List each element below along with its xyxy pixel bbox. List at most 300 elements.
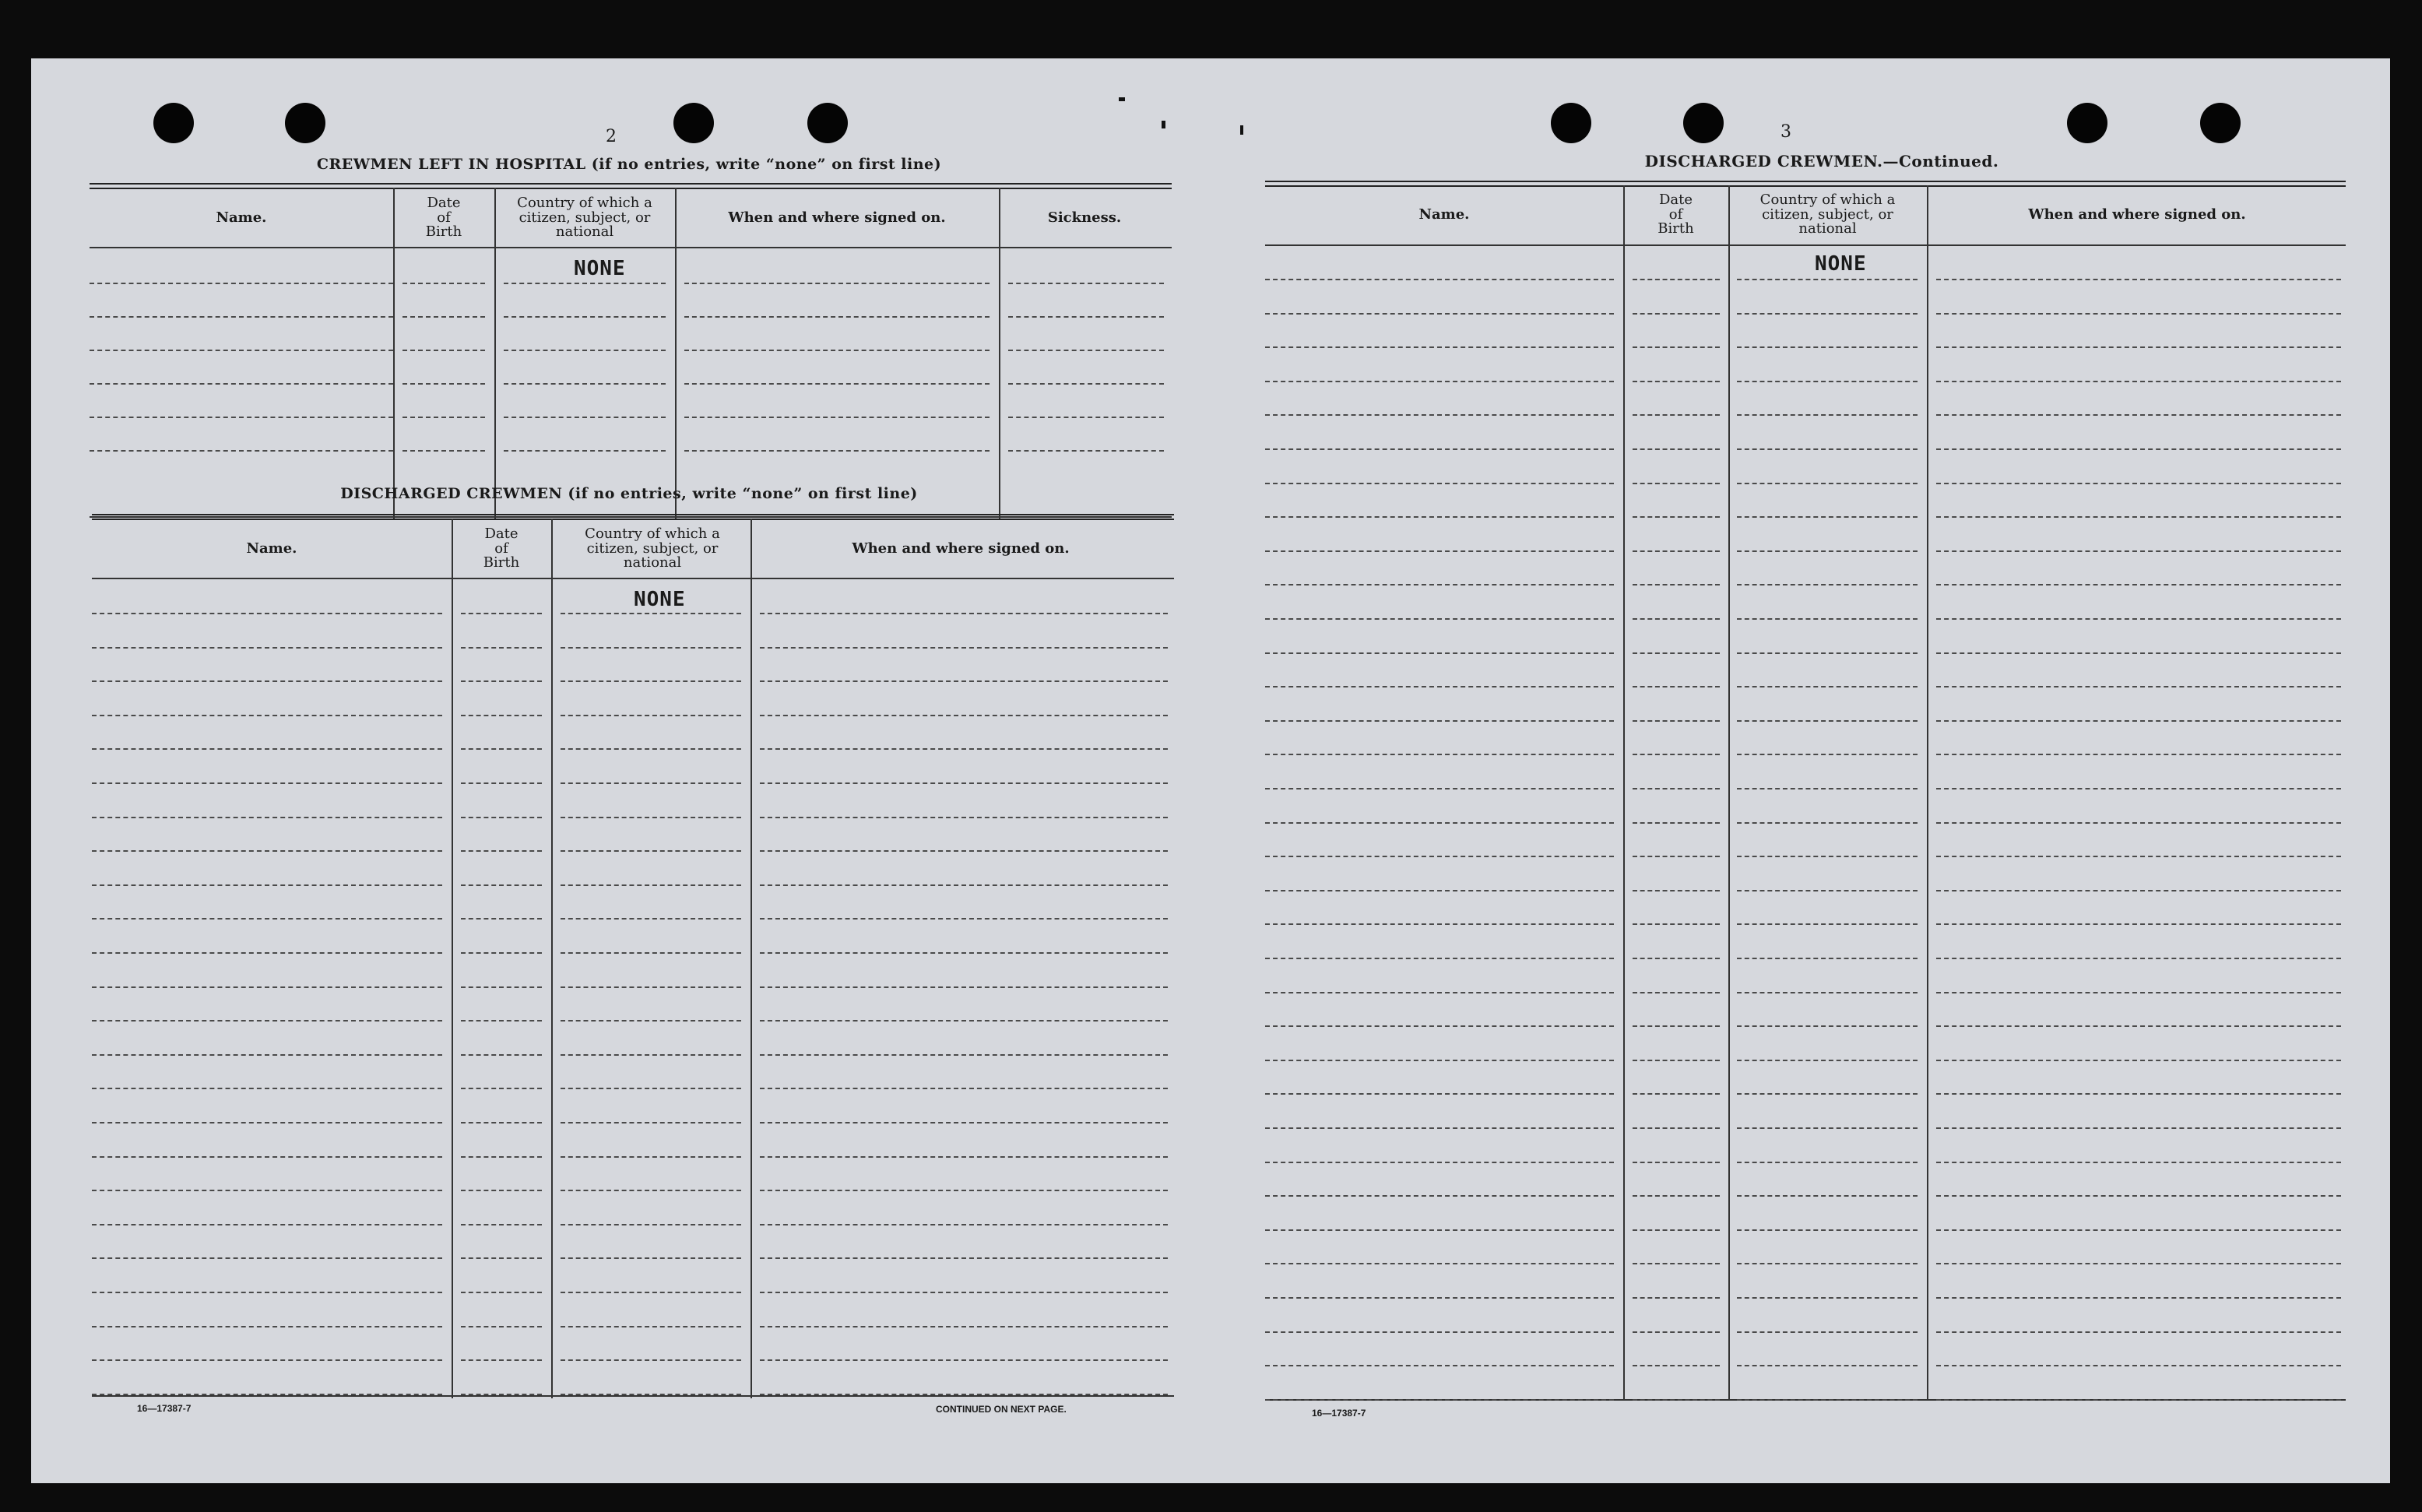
entry-line	[1737, 346, 1918, 348]
entry-line	[561, 1054, 741, 1056]
fold-mark	[1240, 125, 1243, 135]
entry-line	[92, 1394, 442, 1395]
entry-line	[760, 918, 1168, 920]
entry-line	[90, 383, 393, 385]
entry-line	[1936, 1229, 2341, 1231]
entry-line	[1936, 448, 2341, 450]
entry-line	[561, 1156, 741, 1158]
entry-line	[1737, 720, 1918, 722]
entry-line	[1936, 1162, 2341, 1163]
entry-line	[1633, 720, 1720, 722]
entry-line	[1265, 923, 1614, 925]
entry-line	[561, 986, 741, 988]
entry-line	[1265, 1127, 1614, 1129]
entry-line	[1008, 417, 1164, 418]
entry-line	[760, 680, 1168, 682]
entry-line	[1633, 1399, 1720, 1401]
entry-line	[1936, 958, 2341, 959]
entry-line	[684, 316, 990, 318]
entry-line	[684, 450, 990, 452]
entry-line	[1936, 1331, 2341, 1333]
entry-line	[1737, 516, 1918, 518]
fold-mark	[1162, 121, 1165, 128]
entry-line	[461, 1292, 542, 1293]
entry-line	[1936, 1365, 2341, 1366]
entry-line	[760, 1326, 1168, 1327]
entry-line	[1633, 788, 1720, 789]
entry-line	[1936, 720, 2341, 722]
entry-line	[1265, 754, 1614, 755]
entry-line	[684, 417, 990, 418]
entry-line	[90, 417, 393, 418]
entry-line	[1936, 992, 2341, 993]
entry-line	[561, 884, 741, 886]
entry-line	[1737, 788, 1918, 789]
col-dob-header: Date of Birth	[483, 525, 520, 571]
entry-line	[561, 1020, 741, 1021]
entry-line	[92, 850, 442, 852]
entry-line	[1737, 1229, 1918, 1231]
entry-line	[1633, 313, 1720, 315]
entry-line	[1633, 279, 1720, 280]
entry-line	[561, 1326, 741, 1327]
entry-line	[1737, 381, 1918, 382]
entry-line	[1936, 788, 2341, 789]
entry-line	[1633, 856, 1720, 857]
entry-line	[1936, 381, 2341, 382]
entry-line	[461, 1122, 542, 1123]
entry-line	[1265, 279, 1614, 280]
entry-line	[402, 350, 485, 351]
entry-line	[1737, 686, 1918, 687]
entry-line	[684, 283, 990, 284]
entry-line	[1633, 414, 1720, 416]
col-country-header: Country of which a citizen, subject, or national	[1759, 191, 1896, 237]
entry-line	[561, 1224, 741, 1225]
entry-line	[461, 1326, 542, 1327]
entry-line	[760, 1292, 1168, 1293]
entry-line	[561, 952, 741, 954]
entry-line	[561, 1088, 741, 1089]
entry-line	[461, 1190, 542, 1191]
discharged-table	[92, 514, 1174, 1401]
entry-line	[1737, 1365, 1918, 1366]
continued-note: CONTINUED ON NEXT PAGE.	[936, 1404, 1067, 1415]
entry-line	[402, 316, 485, 318]
entry-line	[1633, 618, 1720, 620]
punch-hole	[1551, 103, 1591, 143]
entry-line	[461, 817, 542, 818]
entry-line	[1936, 1195, 2341, 1197]
entry-line	[1633, 1263, 1720, 1264]
entry-line	[760, 647, 1168, 649]
entry-line	[92, 680, 442, 682]
entry-line	[1936, 279, 2341, 280]
entry-line	[1633, 381, 1720, 382]
entry-line	[1737, 754, 1918, 755]
entry-line	[1936, 1025, 2341, 1027]
entry-line	[92, 884, 442, 886]
entry-line	[1737, 1093, 1918, 1095]
entry-line	[1265, 1060, 1614, 1061]
entry-line	[92, 986, 442, 988]
entry-line	[1936, 1093, 2341, 1095]
entry-line	[760, 748, 1168, 750]
entry-line	[1265, 1297, 1614, 1299]
entry-line	[1936, 346, 2341, 348]
entry-line	[92, 1020, 442, 1021]
entry-line	[561, 1359, 741, 1361]
entry-line	[504, 383, 666, 385]
entry-line	[1633, 1229, 1720, 1231]
entry-line	[1737, 1399, 1918, 1401]
entry-line	[461, 613, 542, 614]
entry-line	[1265, 1195, 1614, 1197]
col-signed-on-header: When and where signed on.	[2028, 206, 2246, 223]
entry-line	[1936, 1399, 2341, 1401]
entry-line	[561, 647, 741, 649]
entry-line	[1936, 890, 2341, 891]
entry-line	[1265, 992, 1614, 993]
entry-line	[402, 417, 485, 418]
entry-line	[461, 1394, 542, 1395]
entry-line	[461, 1359, 542, 1361]
entry-line	[1265, 890, 1614, 891]
punch-hole	[285, 103, 325, 143]
entry-line	[1936, 550, 2341, 552]
entry-line	[1265, 1399, 1614, 1401]
entry-line	[461, 1257, 542, 1259]
entry-line	[504, 316, 666, 318]
entry-line	[92, 1257, 442, 1259]
entry-line	[1265, 313, 1614, 315]
entry-line	[1737, 992, 1918, 993]
entry-line	[402, 283, 485, 284]
entry-line	[561, 850, 741, 852]
entry-line	[760, 1359, 1168, 1361]
punch-hole	[2067, 103, 2107, 143]
entry-line	[461, 1020, 542, 1021]
entry-line	[461, 715, 542, 716]
entry-line	[1936, 1060, 2341, 1061]
col-name-header: Name.	[1418, 206, 1470, 223]
entry-line	[402, 450, 485, 452]
entry-line	[1265, 686, 1614, 687]
entry-line	[1633, 822, 1720, 824]
entry-line	[92, 1359, 442, 1361]
entry-line	[561, 680, 741, 682]
entry-line	[1936, 856, 2341, 857]
entry-line	[1265, 1025, 1614, 1027]
entry-line	[92, 952, 442, 954]
entry-line	[561, 1190, 741, 1191]
entry-line	[1936, 923, 2341, 925]
entry-line	[1265, 448, 1614, 450]
entry-line	[561, 1394, 741, 1395]
discharged-none-entry: NONE	[634, 588, 686, 611]
entry-line	[1936, 1263, 2341, 1264]
entry-line	[760, 1190, 1168, 1191]
entry-line	[92, 1156, 442, 1158]
col-dob-header: Date of Birth	[425, 194, 462, 241]
entry-line	[1265, 550, 1614, 552]
entry-line	[1737, 1331, 1918, 1333]
entry-line	[1936, 652, 2341, 654]
form-number-left: 16—17387-7	[137, 1403, 192, 1414]
entry-line	[1633, 1127, 1720, 1129]
entry-line	[92, 647, 442, 649]
entry-line	[92, 1190, 442, 1191]
entry-line	[1265, 1263, 1614, 1264]
hospital-table	[90, 183, 1172, 518]
form-number-right: 16—17387-7	[1312, 1408, 1366, 1419]
entry-line	[1936, 516, 2341, 518]
entry-line	[1265, 1162, 1614, 1163]
discharged-continued-table	[1265, 181, 2346, 1403]
entry-line	[1737, 1060, 1918, 1061]
entry-line	[1633, 1060, 1720, 1061]
entry-line	[1265, 1093, 1614, 1095]
entry-line	[760, 715, 1168, 716]
entry-line	[1737, 1263, 1918, 1264]
entry-line	[760, 850, 1168, 852]
hospital-none-entry: NONE	[574, 257, 626, 280]
continued-none-entry: NONE	[1815, 252, 1867, 276]
discharged-continued-title: DISCHARGED CREWMEN.—Continued.	[1644, 152, 1999, 171]
entry-line	[1633, 483, 1720, 484]
entry-line	[1265, 516, 1614, 518]
entry-line	[760, 884, 1168, 886]
entry-line	[1936, 414, 2341, 416]
entry-line	[1737, 279, 1918, 280]
entry-line	[461, 952, 542, 954]
entry-line	[760, 1394, 1168, 1395]
entry-line	[461, 850, 542, 852]
entry-line	[1008, 283, 1164, 284]
entry-line	[1936, 754, 2341, 755]
entry-line	[1737, 1297, 1918, 1299]
entry-line	[1936, 584, 2341, 585]
entry-line	[1633, 890, 1720, 891]
entry-line	[1936, 1297, 2341, 1299]
entry-line	[461, 782, 542, 784]
entry-line	[1737, 618, 1918, 620]
entry-line	[561, 613, 741, 614]
entry-line	[1936, 618, 2341, 620]
entry-line	[760, 1088, 1168, 1089]
punch-hole	[807, 103, 848, 143]
entry-line	[1633, 652, 1720, 654]
entry-line	[1265, 652, 1614, 654]
entry-line	[1633, 1162, 1720, 1163]
col-name-header: Name.	[216, 209, 267, 226]
entry-line	[1265, 584, 1614, 585]
entry-line	[1633, 516, 1720, 518]
entry-line	[561, 918, 741, 920]
entry-line	[760, 1122, 1168, 1123]
entry-line	[1633, 686, 1720, 687]
entry-line	[1737, 890, 1918, 891]
entry-line	[1265, 346, 1614, 348]
entry-line	[1265, 822, 1614, 824]
entry-line	[684, 350, 990, 351]
entry-line	[760, 952, 1168, 954]
col-country-header: Country of which a citizen, subject, or national	[517, 194, 652, 241]
entry-line	[92, 1088, 442, 1089]
entry-line	[760, 1020, 1168, 1021]
col-signed-on-header: When and where signed on.	[728, 209, 946, 226]
entry-line	[561, 782, 741, 784]
entry-line	[561, 1122, 741, 1123]
entry-line	[92, 613, 442, 614]
entry-line	[561, 1257, 741, 1259]
entry-line	[561, 715, 741, 716]
entry-line	[461, 1224, 542, 1225]
entry-line	[561, 748, 741, 750]
entry-line	[504, 283, 666, 284]
col-dob-header: Date of Birth	[1657, 191, 1694, 237]
document-paper	[31, 58, 2390, 1483]
entry-line	[1265, 618, 1614, 620]
hospital-section-title: CREWMEN LEFT IN HOSPITAL (if no entries, write “none” on first line)	[316, 156, 942, 173]
entry-line	[1737, 1195, 1918, 1197]
entry-line	[92, 748, 442, 750]
entry-line	[461, 918, 542, 920]
entry-line	[1737, 584, 1918, 585]
col-name-header: Name.	[246, 540, 297, 557]
punch-hole	[1683, 103, 1724, 143]
entry-line	[760, 1156, 1168, 1158]
entry-line	[1265, 414, 1614, 416]
entry-line	[1265, 856, 1614, 857]
entry-line	[1265, 1365, 1614, 1366]
entry-line	[1265, 720, 1614, 722]
entry-line	[461, 1156, 542, 1158]
entry-line	[1633, 992, 1720, 993]
entry-line	[1008, 350, 1164, 351]
entry-line	[1633, 923, 1720, 925]
entry-line	[504, 350, 666, 351]
entry-line	[1633, 346, 1720, 348]
entry-line	[1737, 313, 1918, 315]
entry-line	[461, 647, 542, 649]
entry-line	[1936, 822, 2341, 824]
entry-line	[760, 1224, 1168, 1225]
entry-line	[461, 986, 542, 988]
entry-line	[92, 1054, 442, 1056]
fold-mark	[1119, 97, 1125, 101]
entry-line	[461, 884, 542, 886]
entry-line	[1936, 686, 2341, 687]
entry-line	[504, 450, 666, 452]
entry-line	[1737, 1025, 1918, 1027]
entry-line	[1737, 822, 1918, 824]
discharged-section-title: DISCHARGED CREWMEN (if no entries, write “none” on first line)	[340, 485, 918, 502]
entry-line	[461, 748, 542, 750]
entry-line	[561, 1292, 741, 1293]
entry-line	[1737, 1127, 1918, 1129]
entry-line	[1008, 383, 1164, 385]
entry-line	[90, 283, 393, 284]
entry-line	[504, 417, 666, 418]
entry-line	[1936, 483, 2341, 484]
entry-line	[92, 918, 442, 920]
entry-line	[1633, 1025, 1720, 1027]
entry-line	[1008, 450, 1164, 452]
entry-line	[1936, 1127, 2341, 1129]
entry-line	[402, 383, 485, 385]
entry-line	[1265, 483, 1614, 484]
entry-line	[760, 1257, 1168, 1259]
entry-line	[461, 1088, 542, 1089]
entry-line	[92, 1326, 442, 1327]
entry-line	[92, 715, 442, 716]
entry-line	[1936, 313, 2341, 315]
col-sickness-header: Sickness.	[1047, 209, 1122, 226]
entry-line	[1633, 1195, 1720, 1197]
entry-line	[90, 316, 393, 318]
entry-line	[1737, 414, 1918, 416]
entry-line	[1633, 958, 1720, 959]
entry-line	[1265, 788, 1614, 789]
entry-line	[1265, 958, 1614, 959]
entry-line	[561, 817, 741, 818]
entry-line	[90, 350, 393, 351]
entry-line	[1737, 550, 1918, 552]
punch-hole	[153, 103, 194, 143]
entry-line	[1633, 754, 1720, 755]
entry-line	[1633, 584, 1720, 585]
entry-line	[760, 1054, 1168, 1056]
entry-line	[1737, 448, 1918, 450]
entry-line	[760, 613, 1168, 614]
entry-line	[760, 986, 1168, 988]
entry-line	[760, 817, 1168, 818]
punch-hole	[2200, 103, 2241, 143]
entry-line	[1633, 1093, 1720, 1095]
entry-line	[1633, 1297, 1720, 1299]
entry-line	[1633, 448, 1720, 450]
entry-line	[90, 450, 393, 452]
entry-line	[1737, 923, 1918, 925]
entry-line	[92, 817, 442, 818]
entry-line	[92, 1122, 442, 1123]
entry-line	[92, 782, 442, 784]
entry-line	[1265, 381, 1614, 382]
entry-line	[1737, 483, 1918, 484]
entry-line	[1737, 856, 1918, 857]
entry-line	[760, 782, 1168, 784]
entry-line	[1737, 958, 1918, 959]
entry-line	[92, 1224, 442, 1225]
entry-line	[1737, 652, 1918, 654]
col-country-header: Country of which a citizen, subject, or national	[585, 525, 720, 571]
punch-hole	[673, 103, 714, 143]
col-signed-on-header: When and where signed on.	[852, 540, 1070, 557]
entry-line	[461, 1054, 542, 1056]
entry-line	[1633, 550, 1720, 552]
entry-line	[1633, 1365, 1720, 1366]
entry-line	[1265, 1331, 1614, 1333]
entry-line	[461, 680, 542, 682]
entry-line	[1737, 1162, 1918, 1163]
entry-line	[1008, 316, 1164, 318]
entry-line	[684, 383, 990, 385]
entry-line	[1265, 1229, 1614, 1231]
page-number-left: 2	[606, 127, 617, 146]
entry-line	[1633, 1331, 1720, 1333]
page-number-right: 3	[1780, 122, 1791, 142]
